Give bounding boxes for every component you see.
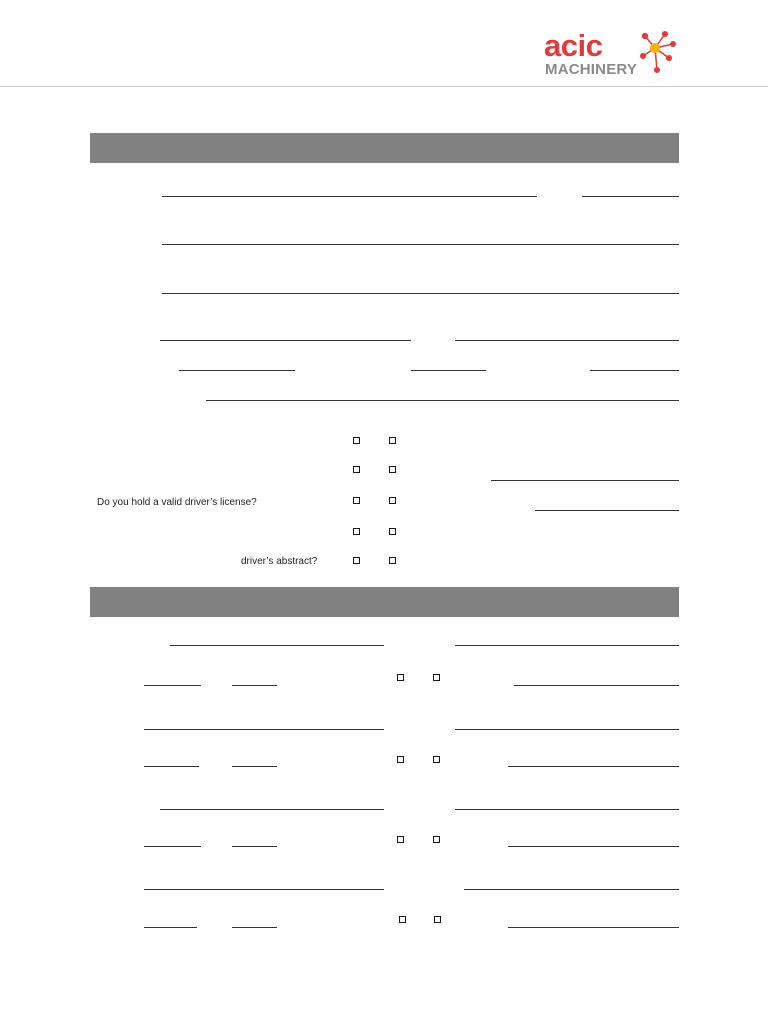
field-line[interactable] xyxy=(508,927,679,928)
yes-checkbox[interactable] xyxy=(353,528,360,535)
yes-checkbox[interactable] xyxy=(397,836,404,843)
no-checkbox[interactable] xyxy=(389,528,396,535)
field-line[interactable] xyxy=(232,766,277,767)
company-logo xyxy=(540,30,680,82)
no-checkbox[interactable] xyxy=(433,674,440,681)
field-line[interactable] xyxy=(162,196,537,197)
field-line[interactable] xyxy=(160,809,384,810)
no-checkbox[interactable] xyxy=(389,437,396,444)
field-line[interactable] xyxy=(144,846,201,847)
section-band-employment xyxy=(90,587,679,617)
no-checkbox[interactable] xyxy=(389,557,396,564)
field-line[interactable] xyxy=(232,846,277,847)
yes-checkbox[interactable] xyxy=(353,437,360,444)
yes-checkbox[interactable] xyxy=(399,916,406,923)
field-line[interactable] xyxy=(162,293,679,294)
yes-checkbox[interactable] xyxy=(397,756,404,763)
header-divider xyxy=(0,86,768,87)
field-line[interactable] xyxy=(455,645,679,646)
no-checkbox[interactable] xyxy=(389,497,396,504)
field-line[interactable] xyxy=(464,889,679,890)
no-checkbox[interactable] xyxy=(389,466,396,473)
field-line[interactable] xyxy=(455,340,679,341)
field-line[interactable] xyxy=(160,340,411,341)
question-drivers-abstract: driver’s abstract? xyxy=(241,556,318,567)
field-line[interactable] xyxy=(144,889,384,890)
field-line[interactable] xyxy=(144,685,201,686)
logo-subtitle: MACHINERY xyxy=(545,61,638,78)
question-drivers-license: Do you hold a valid driver’s license? xyxy=(97,497,257,508)
field-line[interactable] xyxy=(232,927,277,928)
no-checkbox[interactable] xyxy=(433,836,440,843)
no-checkbox[interactable] xyxy=(434,916,441,923)
molecule-icon xyxy=(635,30,677,78)
logo-brand-text: acic xyxy=(544,28,603,63)
field-line[interactable] xyxy=(455,729,679,730)
yes-checkbox[interactable] xyxy=(353,466,360,473)
field-line[interactable] xyxy=(455,809,679,810)
field-line[interactable] xyxy=(170,645,384,646)
field-line[interactable] xyxy=(206,400,679,401)
field-line[interactable] xyxy=(411,370,486,371)
no-checkbox[interactable] xyxy=(433,756,440,763)
field-line[interactable] xyxy=(144,927,197,928)
field-line[interactable] xyxy=(144,766,199,767)
yes-checkbox[interactable] xyxy=(353,557,360,564)
field-line[interactable] xyxy=(582,196,679,197)
field-line[interactable] xyxy=(514,685,679,686)
field-line[interactable] xyxy=(144,729,384,730)
field-line[interactable] xyxy=(535,510,679,511)
field-line[interactable] xyxy=(491,480,679,481)
field-line[interactable] xyxy=(508,846,679,847)
field-line[interactable] xyxy=(232,685,277,686)
field-line[interactable] xyxy=(590,370,679,371)
section-band-personal xyxy=(90,133,679,163)
field-line[interactable] xyxy=(162,244,679,245)
yes-checkbox[interactable] xyxy=(397,674,404,681)
field-line[interactable] xyxy=(179,370,295,371)
field-line[interactable] xyxy=(508,766,679,767)
yes-checkbox[interactable] xyxy=(353,497,360,504)
